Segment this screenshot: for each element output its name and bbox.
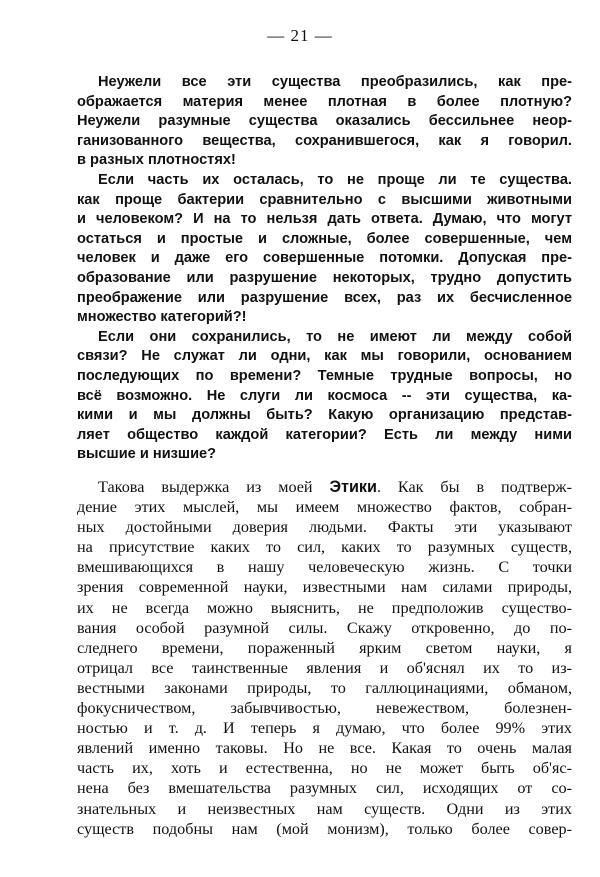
text-line: остаться и простые и сложные, более совершенные, чем (77, 230, 572, 247)
text-line: отрицал все таинственные явления и об'яснял их то из- (77, 658, 572, 677)
text-line: знательных и неизвестных нам существ. Одни из этих (77, 799, 572, 818)
text-line: вестными законами природы, то галлюцинациями, обманом, (77, 678, 572, 697)
text-line: зрения современной науки, известными нам силами природы, (77, 578, 572, 597)
text-line: последующих по времени? Темные трудные вопросы, но (77, 367, 572, 384)
text-line: ных достойными доверия людьми. Факты эти указывают (77, 518, 572, 537)
text-line: преображение или разрушение всех, раз их бесчисленное (77, 289, 572, 306)
text-span: . Как бы в подтверж- (376, 478, 572, 496)
text-line: всё возможно. Не слуги ли космоса -- эти существа, ка- (77, 387, 572, 404)
emphasized-word: Этики (329, 478, 377, 496)
text-line: ганизованного вещества, сохранившегося, как я говорил. (77, 132, 572, 149)
text-line: дение этих мыслей, мы имеем множество фактов, собран- (77, 498, 572, 517)
text-line: ностью и т. д. И теперь я думаю, что более 99% этих (77, 719, 572, 738)
text-line: Если часть их осталась, то не проще ли те существа. (98, 171, 572, 188)
text-line: нена без вмешательства разумных сил, исходящих от со- (77, 779, 572, 798)
text-line: на присутствие каких то сил, каких то разумных существ, (77, 538, 572, 557)
text-line (77, 477, 572, 497)
text-line: высшие и низшие? (77, 446, 217, 463)
text-line: множество категорий?! (77, 309, 247, 326)
regular-text-section (77, 477, 572, 839)
text-line: вания особой разумной силы. Скажу откровенно, до по- (77, 618, 572, 637)
bold-text-section (77, 73, 572, 465)
text-line: существ подобны нам (мой монизм), только более совер- (77, 819, 572, 838)
text-line: явлений именно таковы. Но не все. Какая то очень малая (77, 739, 572, 758)
text-line: в разных плотностях! (77, 152, 236, 169)
text-line: следнего времени, пораженный ярким светом науки, я (77, 638, 572, 657)
text-line: образование или разрушение некоторых, трудно допустить (77, 269, 572, 286)
text-line: Если они сохранились, то не имеют ли между собой (98, 328, 572, 345)
text-line: Неужели разумные существа оказались бессильнее неор- (77, 113, 572, 130)
text-line: Неужели все эти существа преобразились, как пре- (98, 74, 572, 90)
text-line: кими и мы должны быть? Какую организацию представ- (77, 407, 572, 424)
text-line: фокусничеством, забывчивостью, невежеством, болезнен- (77, 699, 572, 718)
text-line: вмешивающихся в нашу человеческую жизнь. С точки (77, 558, 572, 577)
text-line: их не всегда можно выяснить, не предположив существо- (77, 598, 572, 617)
text-line: связи? Не служат ли одни, как мы говорили, основанием (77, 348, 572, 365)
text-line: ляет общество каждой категории? Есть ли между ними (77, 426, 572, 443)
page-number: — 21 — (267, 26, 333, 45)
text-span: Такова выдержка из моей (98, 478, 330, 496)
text-line: как проще бактерии сравнительно с высшими животными (77, 191, 572, 208)
text-line: часть их, хоть и естественна, но не может быть об'яс- (77, 759, 572, 778)
text-line: и человеком? И на то нельзя дать ответа. Думаю, что могут (77, 211, 572, 228)
text-line: ображается материя менее плотная в более плотную? (77, 93, 572, 110)
text-line: человек и даже его совершенные потомки. Допуская пре- (77, 250, 572, 267)
